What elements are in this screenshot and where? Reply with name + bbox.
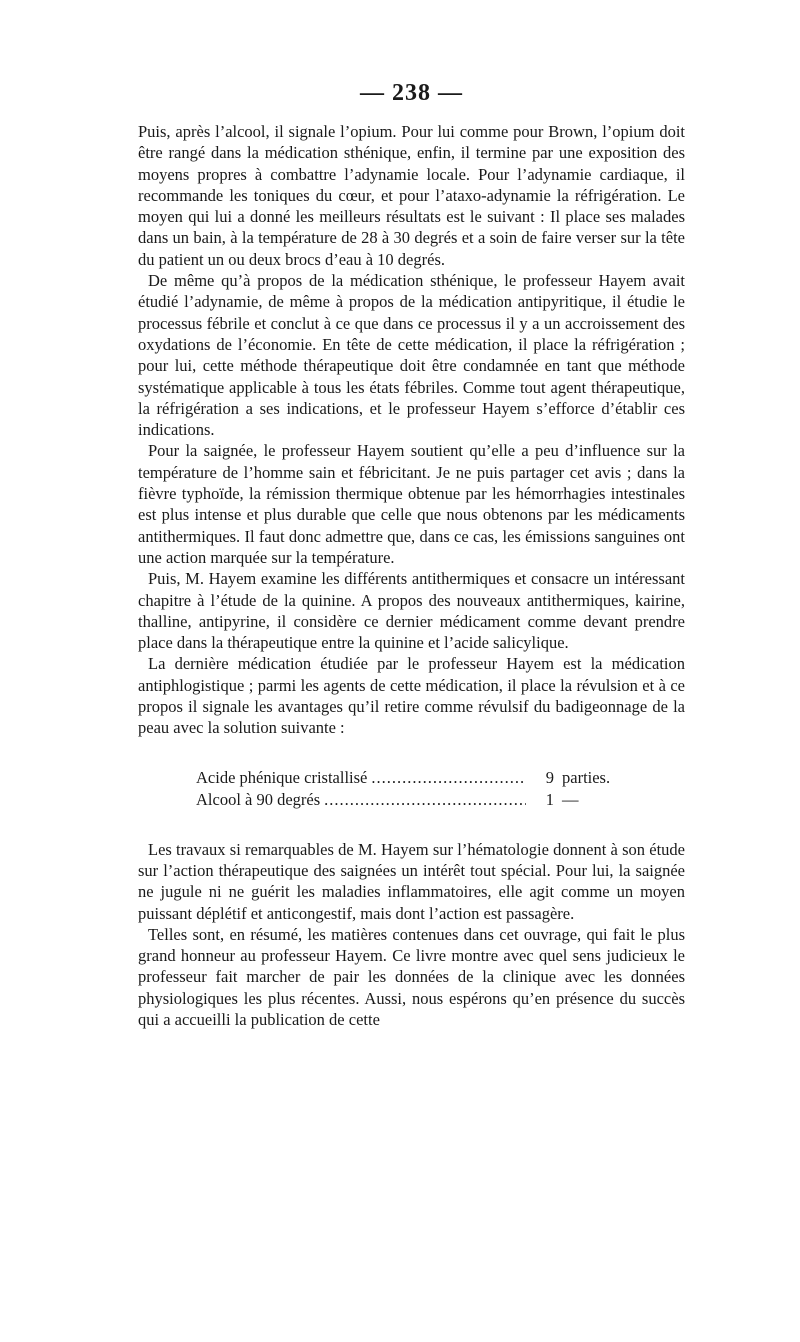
recipe-formula — [196, 767, 616, 811]
paragraph-2: De même qu’à propos de la médication sthénique, le professeur Hayem avait étudié l’adynamie, de même à propos de la médication antipyritique, il étudie le processus fébrile et conclut à ce que dans ce processus il y a un accroissement des oxydations de l’économie. En tête de cette médication, il place la réfrigération ; pour lui, cette méthode thérapeutique doit être condamnée en tant que méthode systématique applicable à tous les états fébriles. Comme tout agent thérapeutique, la réfrigération a ses indications, et le professeur Hayem s’efforce d’établir ces indications. — [138, 271, 685, 440]
ingredient-quantity: 1 — [545, 789, 554, 809]
ingredient-unit: parties. — [562, 767, 611, 787]
leader-dots — [324, 789, 526, 811]
paragraph-6: Les travaux si remarquables de M. Hayem sur l’hématologie donnent à son étude sur l’action thérapeutique des saignées un intérêt tout spécial. Pour lui, la saignée ne jugule ni ne guérit les maladies inflammatoires, elle agit comme un moyen puissant déplétif et anticongestif, mais dont l’action est passagère. — [138, 839, 685, 923]
paragraph-1: Puis, après l’alcool, il signale l’opium. Pour lui comme pour Brown, l’opium doit être rangé dans la médication sthénique, enfin, il termine par une exposition des moyens propres à combattre l’adynamie locale. Pour l’adynamie cardiaque, il recommande les toniques du cœur, et pour l’ataxo-adynamie la réfrigération. Le moyen qui lui a donné les meilleurs résultats est le suivant : Il place ses malades dans un bain, à la température de 28 à 30 degrés et a soin de faire verser sur la tête du patient un ou deux brocs d’eau à 10 degrés. — [138, 122, 685, 269]
book-page — [0, 80, 800, 1342]
ingredient-unit: — — [562, 789, 579, 809]
ingredient-quantity: 9 — [545, 767, 554, 787]
paragraph-4: Puis, M. Hayem examine les différents antithermiques et consacre un intéressant chapitre à l’étude de la quinine. A propos des nouveaux antithermiques, kairine, thalline, antipyrine, il considère ce dernier médicament comme devant prendre place dans la thérapeutique entre la quinine et l’acide salicylique. — [138, 569, 685, 653]
paragraph-3: Pour la saignée, le professeur Hayem soutient qu’elle a peu d’influence sur la température de l’homme sain et fébricitant. Je ne puis partager cet avis ; dans la fièvre typhoïde, la rémission thermique obtenue par les hémorrhagies intestinales est plus intense et plus durable que celle que nous obtenons par les médicaments antithermiques. Il faut donc admettre que, dans ce cas, les émissions sanguines ont une action marquée sur la température. — [138, 441, 685, 567]
paragraph-5: La dernière médication étudiée par le professeur Hayem est la médication antiphlogistique ; parmi les agents de cette médication, il place la révulsion et à ce propos il signale les avantages qu’il retire comme révulsif du badigeonnage de la peau avec la solution suivante : — [138, 654, 685, 738]
page-number: — 238 — — [360, 80, 463, 106]
paragraph-7: Telles sont, en résumé, les matières contenues dans cet ouvrage, qui fait le plus grand honneur au professeur Hayem. Ce livre montre avec quel sens judicieux le professeur fait marcher de pair les données de la clinique avec les données physiologiques les plus récentes. Aussi, nous espérons qu’en présence du succès qui a accueilli la publication de cette — [138, 924, 685, 1029]
recipe-line — [196, 789, 616, 811]
ingredient-name: Acide phénique cristallisé — [196, 767, 368, 787]
body-text-top — [138, 121, 685, 739]
leader-dots — [371, 767, 526, 789]
ingredient-name: Alcool à 90 degrés — [196, 789, 321, 809]
body-text-bottom — [138, 839, 685, 1031]
recipe-line — [196, 767, 616, 789]
